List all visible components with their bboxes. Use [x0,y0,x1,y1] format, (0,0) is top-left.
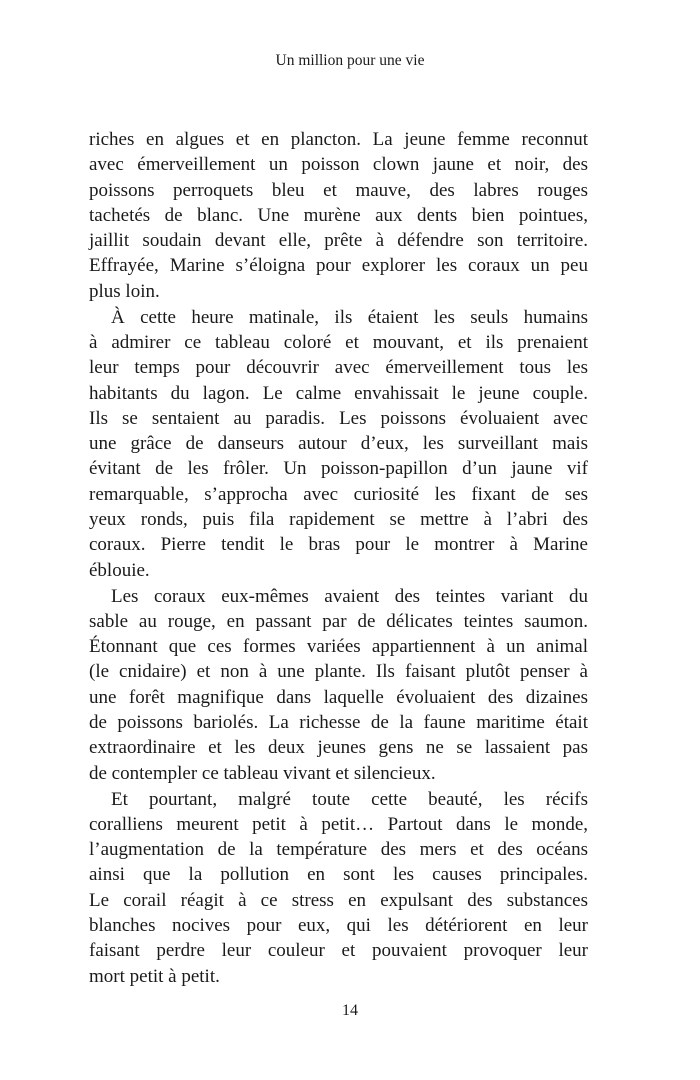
text-line: tachetés de blanc. Une murène aux dents bien pointues, [89,204,588,226]
text-line: yeux ronds, puis fila rapidement se mettre à l’abri des [89,509,588,531]
text-line: de contempler ce tableau vivant et silencieux. [89,762,436,784]
paragraph [89,584,588,786]
paragraph [89,787,588,989]
text-line: une grâce de danseurs autour d’eux, les surveillant mais [89,433,588,455]
text-line: ainsi que la pollution en sont les causes principales. [89,864,588,886]
text-line: une forêt magnifique dans laquelle évoluaient des dizaines [89,686,588,708]
text-line: leur temps pour découvrir avec émerveillement tous les [89,357,588,379]
text-line: Et pourtant, malgré toute cette beauté, les récifs [111,788,588,810]
paragraph [89,305,588,583]
text-line: (le cnidaire) et non à une plante. Ils faisant plutôt penser à [89,661,588,683]
text-line: Le corail réagit à ce stress en expulsant des substances [89,889,588,911]
page-body-text [89,127,588,989]
text-line: habitants du lagon. Le calme envahissait le jeune couple. [89,382,588,404]
text-line: Les coraux eux-mêmes avaient des teintes variant du [111,585,588,607]
text-line: coralliens meurent petit à petit… Partout dans le monde, [89,813,588,835]
paragraph [89,127,588,304]
text-line: mort petit à petit. [89,965,220,987]
text-line: à admirer ce tableau coloré et mouvant, et ils prenaient [89,331,588,353]
text-line: avec émerveillement un poisson clown jaune et noir, des [89,154,588,176]
text-line: plus loin. [89,280,160,302]
text-line: l’augmentation de la température des mers et des océans [89,839,588,861]
text-line: faisant perdre leur couleur et pouvaient provoquer leur [89,940,588,962]
running-header: Un million pour une vie [275,52,425,69]
text-line: poissons perroquets bleu et mauve, des labres rouges [89,179,588,201]
text-line: Ils se sentaient au paradis. Les poissons évoluaient avec [89,407,588,429]
text-line: coraux. Pierre tendit le bras pour le montrer à Marine [89,534,588,556]
text-line: Étonnant que ces formes variées appartiennent à un animal [89,636,588,658]
text-line: extraordinaire et les deux jeunes gens ne se lassaient pas [89,737,588,759]
text-line: éblouie. [89,559,150,581]
text-line: blanches nocives pour eux, qui les détériorent en leur [89,914,588,936]
text-line: évitant de les frôler. Un poisson-papillon d’un jaune vif [89,458,588,480]
text-line: jaillit soudain devant elle, prête à défendre son territoire. [89,230,588,252]
text-line: À cette heure matinale, ils étaient les seuls humains [111,306,588,328]
page-number: 14 [342,1002,358,1019]
text-line: de poissons bariolés. La richesse de la faune maritime était [89,712,588,734]
text-line: sable au rouge, en passant par de délicates teintes saumon. [89,610,588,632]
text-line: riches en algues et en plancton. La jeune femme reconnut [89,129,588,150]
text-line: Effrayée, Marine s’éloigna pour explorer les coraux un peu [89,255,588,277]
text-line: remarquable, s’approcha avec curiosité les fixant de ses [89,483,588,505]
